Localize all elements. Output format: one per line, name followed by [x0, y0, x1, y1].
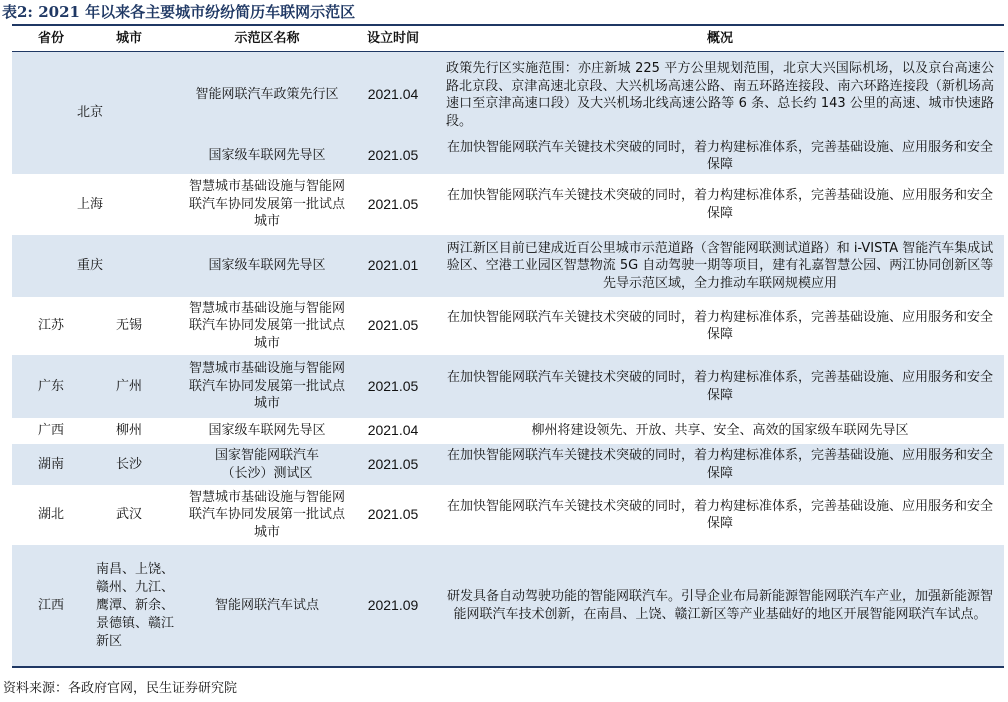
header-date: 设立时间 [366, 31, 419, 46]
table-row-jiangxi [12, 545, 1004, 666]
overview-cell: 在加快智能网联汽车关键技术突破的同时，着力构建标准体系，完善基础设施、应用服务和安全保障 [446, 309, 993, 342]
city-cell: 柳州 [115, 423, 142, 439]
date-cell: 2021.05 [367, 317, 419, 334]
overview-cell: 柳州将建设领先、开放、共享、安全、高效的国家级车联网先导区 [531, 423, 909, 439]
province-cell: 江苏 [37, 318, 64, 334]
date-cell: 2021.05 [367, 377, 419, 394]
table-bottom-rule [12, 666, 1004, 668]
city-cell: 广州 [115, 378, 142, 394]
zone-cell: 智慧城市基础设施与智能网联汽车协同发展第一批试点城市 [188, 300, 345, 351]
table-row-liuzhou [12, 418, 1004, 444]
date-cell: 2021.04 [367, 86, 419, 103]
overview-cell: 在加快智能网联汽车关键技术突破的同时，着力构建标准体系，完善基础设施、应用服务和安全保障 [446, 188, 993, 221]
overview-cell: 政策先行区实施范围：亦庄新城 225 平方公里规划范围，北京大兴国际机场，以及京台高速公路北京段、京津高速北京段、大兴机场高速公路、南五环路连接段、南六环路连接段（新机场高速口至京津高速口段）及大兴机场北线高速公路等 6 条、总长约 143 公里的高速、城市快速路段。 [446, 61, 994, 129]
zone-cell: 智慧城市基础设施与智能网联汽车协同发展第一批试点城市 [188, 179, 345, 230]
zone-cell: 智能网联汽车试点 [214, 597, 319, 613]
zone-cell: 国家级车联网先导区 [208, 258, 326, 274]
date-cell: 2021.04 [367, 422, 419, 439]
city-cell: 重庆 [76, 258, 103, 274]
overview-cell: 在加快智能网联汽车关键技术突破的同时，着力构建标准体系，完善基础设施、应用服务和安全保障 [446, 498, 993, 531]
city-cell: 无锡 [115, 318, 142, 334]
overview-cell: 在加快智能网联汽车关键技术突破的同时，着力构建标准体系，完善基础设施、应用服务和安全保障 [446, 448, 993, 481]
zone-cell: 国家智能网联汽车（长沙）测试区 [214, 448, 319, 481]
header-province: 省份 [37, 31, 64, 46]
zone-cell: 智慧城市基础设施与智能网联汽车协同发展第一批试点城市 [188, 489, 345, 540]
overview-cell: 在加快智能网联汽车关键技术突破的同时，着力构建标准体系，完善基础设施、应用服务和安全保障 [446, 139, 993, 172]
table-header [12, 26, 1004, 51]
table-row-chongqing [12, 235, 1004, 297]
city-cell: 长沙 [115, 456, 142, 472]
date-cell: 2021.05 [367, 147, 419, 164]
zone-cell: 国家级车联网先导区 [208, 423, 326, 439]
overview-cell: 两江新区目前已建成近百公里城市示范道路（含智能网联测试道路）和 i-VISTA 智能汽车集成试验区、空港工业园区智慧物流 5G 自动驾驶一期等项目，建有礼嘉智慧公园、两江协同创新区等先导示范区域，全力推动车联网规模应用 [446, 240, 994, 291]
date-cell: 2021.05 [367, 455, 419, 472]
date-cell: 2021.05 [367, 506, 419, 523]
province-cell: 湖南 [37, 456, 64, 472]
city-cell: 上海 [76, 196, 103, 212]
source-note: 资料来源：各政府官网，民生证券研究院 [3, 681, 238, 696]
city-cell: 武汉 [115, 507, 142, 523]
zone-cell: 智慧城市基础设施与智能网联汽车协同发展第一批试点城市 [188, 361, 345, 412]
province-cell: 广东 [37, 378, 64, 394]
table-title: 表2: 2021 年以来各主要城市纷纷简历车联网示范区 [2, 3, 356, 21]
header-city: 城市 [115, 31, 142, 46]
province-cell: 江西 [37, 597, 64, 613]
table-row-beijing [12, 52, 1004, 174]
table-row-wuhan [12, 485, 1004, 545]
table-row-shanghai [12, 174, 1004, 235]
date-cell: 2021.05 [367, 195, 419, 212]
header-overview: 概况 [706, 31, 733, 46]
date-cell: 2021.01 [367, 257, 419, 274]
province-cell: 广西 [37, 423, 64, 439]
province-cell: 湖北 [37, 507, 64, 523]
city-cell: 北京 [76, 105, 103, 121]
date-cell: 2021.09 [367, 596, 419, 613]
overview-cell: 研发具备自动驾驶功能的智能网联汽车。引导企业布局新能源智能网联汽车产业，加强新能源智能网联汽车技术创新，在南昌、上饶、赣江新区等产业基础好的地区开展智能网联汽车试点。 [446, 589, 993, 622]
city-cell: 南昌、上饶、赣州、九江、鹰潭、新余、景德镇、赣江新区 [96, 561, 175, 649]
zone-cell: 国家级车联网先导区 [208, 148, 326, 164]
table-row-changsha [12, 444, 1004, 485]
overview-cell: 在加快智能网联汽车关键技术突破的同时，着力构建标准体系，完善基础设施、应用服务和安全保障 [446, 370, 993, 403]
table-row-wuxi [12, 297, 1004, 355]
zone-cell: 智能网联汽车政策先行区 [195, 87, 339, 103]
table-row-guangzhou [12, 355, 1004, 418]
header-zone: 示范区名称 [234, 31, 300, 46]
